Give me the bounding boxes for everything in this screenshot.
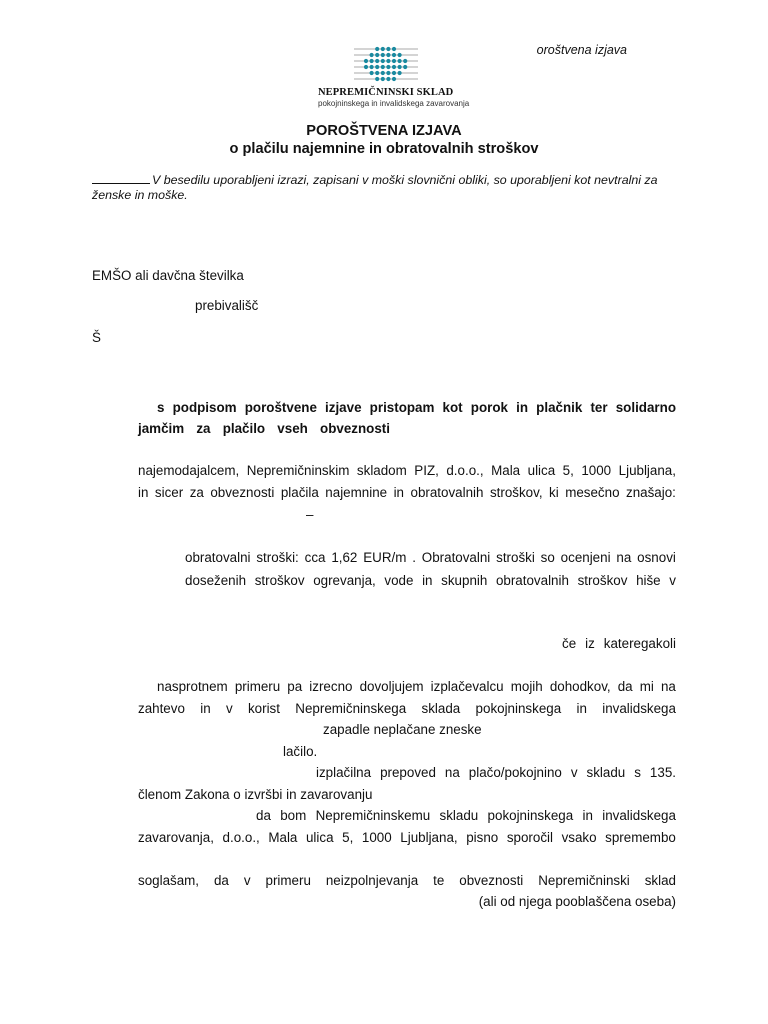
word: in — [582, 808, 593, 823]
para4-line-5 — [316, 765, 676, 780]
logo-dot — [364, 65, 368, 69]
word: znašajo: — [626, 485, 676, 500]
word: vseh — [277, 421, 308, 436]
word: izrecno — [309, 679, 353, 694]
word: in — [138, 485, 149, 500]
word: skupnih — [441, 573, 488, 588]
word: ogrevanja, — [313, 573, 376, 588]
logo — [316, 46, 470, 108]
word: plačnik — [536, 400, 583, 415]
word: najemodajalcem, — [138, 463, 240, 478]
logo-dot — [375, 53, 379, 57]
word: sklad — [644, 873, 676, 888]
word: EUR/m — [363, 550, 407, 565]
para5-line-1 — [138, 873, 676, 888]
logo-dot — [375, 47, 379, 51]
word: ter — [590, 400, 608, 415]
logo-dot — [370, 65, 374, 69]
word: da — [617, 679, 633, 694]
word: kateregakoli — [603, 636, 676, 651]
word: dovoljujem — [359, 679, 424, 694]
word: vode — [384, 573, 414, 588]
word: Nepremičninski — [538, 873, 630, 888]
logo-dot — [386, 59, 390, 63]
word: izjave — [325, 400, 362, 415]
logo-dot — [392, 65, 396, 69]
emso-label: EMŠO ali davčna številka — [92, 268, 244, 283]
word: jamčim — [138, 421, 185, 436]
para1-line-1 — [138, 463, 676, 478]
word: mi — [639, 679, 654, 694]
logo-dot — [381, 59, 385, 63]
word: za — [189, 485, 204, 500]
word: invalidskega — [602, 701, 676, 716]
logo-dot — [375, 77, 379, 81]
word: za — [196, 421, 211, 436]
word: najemnine — [325, 485, 388, 500]
logo-dot — [370, 71, 374, 75]
word: plačila — [280, 485, 319, 500]
word: in — [516, 400, 529, 415]
logo-name: NEPREMIČNINSKI SKLAD — [318, 87, 454, 98]
word: obveznosti — [459, 873, 524, 888]
word: skladu — [586, 765, 626, 780]
word: izplačevalcu — [430, 679, 504, 694]
word: PIZ, — [414, 463, 439, 478]
word: pa — [287, 679, 303, 694]
logo-dot — [403, 65, 407, 69]
word: iz — [585, 636, 595, 651]
logo-dot — [381, 47, 385, 51]
word: d.o.o., — [446, 463, 484, 478]
logo-dot — [381, 53, 385, 57]
document-subtitle: o plačilu najemnine in obratovalnih stroškov — [229, 141, 539, 157]
word: Obratovalni — [421, 550, 491, 565]
gender-neutral-note — [92, 172, 692, 203]
word: vsako — [561, 830, 597, 845]
logo-dot — [392, 77, 396, 81]
note-text: V besedilu uporabljeni izrazi, zapisani v moški slovnični obliki, so uporabljeni kot nevtralni za ženske in moške. — [92, 173, 658, 202]
logo-dot — [375, 59, 379, 63]
word: obratovalnih — [410, 485, 484, 500]
word: v — [225, 701, 233, 716]
word: in — [576, 701, 587, 716]
word: prepoved — [380, 765, 436, 780]
residence-label: prebivališč — [195, 298, 259, 313]
word: invalidskega — [602, 808, 676, 823]
para2-line-2 — [185, 573, 676, 588]
logo-dot — [386, 77, 390, 81]
word: Ljubljana, — [618, 463, 676, 478]
word: ocenjeni — [560, 550, 611, 565]
logo-dot — [370, 53, 374, 57]
word: porok — [470, 400, 508, 415]
para4-line-6: členom Zakona o izvršbi in zavarovanju — [138, 787, 373, 802]
word: kot — [442, 400, 463, 415]
word: v — [669, 573, 676, 588]
word: . — [412, 550, 416, 565]
word: stroškov — [254, 573, 305, 588]
word: 1000 — [581, 463, 612, 478]
para5-line-2: (ali od njega pooblaščena oseba) — [478, 894, 676, 909]
para2-line-1 — [185, 550, 676, 565]
word: Nepremičninskega — [295, 701, 407, 716]
logo-dot — [386, 65, 390, 69]
word: primeru — [234, 679, 281, 694]
word: Mala — [268, 830, 298, 845]
word: ulica — [527, 463, 556, 478]
word: na — [444, 765, 460, 780]
word: primeru — [265, 873, 311, 888]
word: hiše — [636, 573, 661, 588]
word: izplačilna — [316, 765, 372, 780]
word: dohodkov, — [549, 679, 611, 694]
word: bom — [280, 808, 307, 823]
word: Mala — [491, 463, 521, 478]
word: doseženih — [185, 573, 247, 588]
word: sicer — [154, 485, 184, 500]
word: pristopam — [369, 400, 435, 415]
word: ulica — [305, 830, 334, 845]
word: stroški — [496, 550, 535, 565]
logo-dot — [381, 71, 385, 75]
blank-line — [92, 172, 150, 184]
word: ki — [549, 485, 559, 500]
word: skladu — [439, 808, 479, 823]
word: skladom — [356, 463, 407, 478]
word: korist — [247, 701, 280, 716]
word: 1000 — [361, 830, 392, 845]
logo-dot — [398, 65, 402, 69]
word: podpisom — [172, 400, 237, 415]
word: s — [157, 400, 165, 415]
word: so — [540, 550, 555, 565]
word: d.o.o., — [222, 830, 260, 845]
word: obratovalni — [185, 550, 251, 565]
word: če — [562, 636, 577, 651]
para4-line-7 — [256, 808, 676, 823]
word: stroški: — [256, 550, 299, 565]
para4-line-2 — [138, 701, 676, 716]
word: soglašam, — [138, 873, 200, 888]
logo-dot — [364, 59, 368, 63]
word: 5, — [342, 830, 354, 845]
logo-dot — [381, 65, 385, 69]
logo-dots-icon — [354, 46, 418, 84]
word: plačo/pokojnino — [468, 765, 562, 780]
word: da — [213, 873, 229, 888]
logo-dot — [375, 65, 379, 69]
statement-line-2 — [138, 421, 390, 436]
word: na — [660, 679, 676, 694]
word: pokojninskega — [475, 701, 562, 716]
logo-dot — [403, 59, 407, 63]
word: obveznosti — [320, 421, 390, 436]
logo-dot — [392, 71, 396, 75]
word: in — [422, 573, 433, 588]
word: stroškov, — [489, 485, 543, 500]
word: te — [433, 873, 445, 888]
word: sporočil — [506, 830, 553, 845]
word: in — [200, 701, 211, 716]
logo-dot — [370, 59, 374, 63]
para4-line-3: zapadle neplačane zneske — [323, 722, 482, 737]
word: na — [616, 550, 632, 565]
word: Ljubljana, — [400, 830, 458, 845]
logo-subtitle: pokojninskega in invalidskega zavarovanja — [318, 99, 470, 108]
statement-line-1 — [157, 400, 676, 415]
word: obveznosti — [210, 485, 275, 500]
para1-dash: – — [306, 507, 314, 522]
word: osnovi — [637, 550, 676, 565]
s-letter-label: Š — [92, 330, 101, 345]
word: 135. — [649, 765, 676, 780]
word: neizpolnjevanja — [325, 873, 419, 888]
word: mojih — [510, 679, 543, 694]
para4-line-8 — [138, 830, 676, 845]
word: mesečno — [565, 485, 620, 500]
word: in — [393, 485, 405, 500]
word: plačilo — [222, 421, 266, 436]
word: spremembo — [605, 830, 676, 845]
word: 1,62 — [331, 550, 358, 565]
word: solidarno — [615, 400, 676, 415]
word: obratovalnih — [495, 573, 569, 588]
logo-dot — [398, 71, 402, 75]
logo-dot — [381, 77, 385, 81]
word: Nepremičninskemu — [315, 808, 431, 823]
document-title: POROŠTVENA IZJAVA — [306, 123, 462, 139]
logo-dot — [375, 71, 379, 75]
word: zahtevo — [138, 701, 185, 716]
logo-dot — [398, 53, 402, 57]
word: poroštvene — [244, 400, 317, 415]
word: zavarovanja, — [138, 830, 214, 845]
word: sklada — [421, 701, 461, 716]
word: cca — [304, 550, 326, 565]
word: nasprotnem — [157, 679, 228, 694]
word: Nepremičninskim — [246, 463, 350, 478]
word: s — [634, 765, 641, 780]
word: 5, — [562, 463, 574, 478]
document-type-label: oroštvena izjava — [536, 43, 627, 57]
logo-dot — [386, 71, 390, 75]
logo-dot — [398, 59, 402, 63]
para3-line — [562, 636, 676, 651]
word: stroškov — [577, 573, 628, 588]
word: pisno — [466, 830, 499, 845]
word: v — [570, 765, 578, 780]
word: v — [243, 873, 251, 888]
logo-dot — [392, 59, 396, 63]
word: da — [256, 808, 271, 823]
word: pokojninskega — [487, 808, 574, 823]
logo-dot — [386, 47, 390, 51]
logo-dot — [386, 53, 390, 57]
para4-line-4: lačilo. — [283, 744, 318, 759]
para1-line-2 — [138, 485, 676, 500]
logo-dot — [392, 53, 396, 57]
para4-line-1 — [157, 679, 676, 694]
logo-dot — [392, 47, 396, 51]
